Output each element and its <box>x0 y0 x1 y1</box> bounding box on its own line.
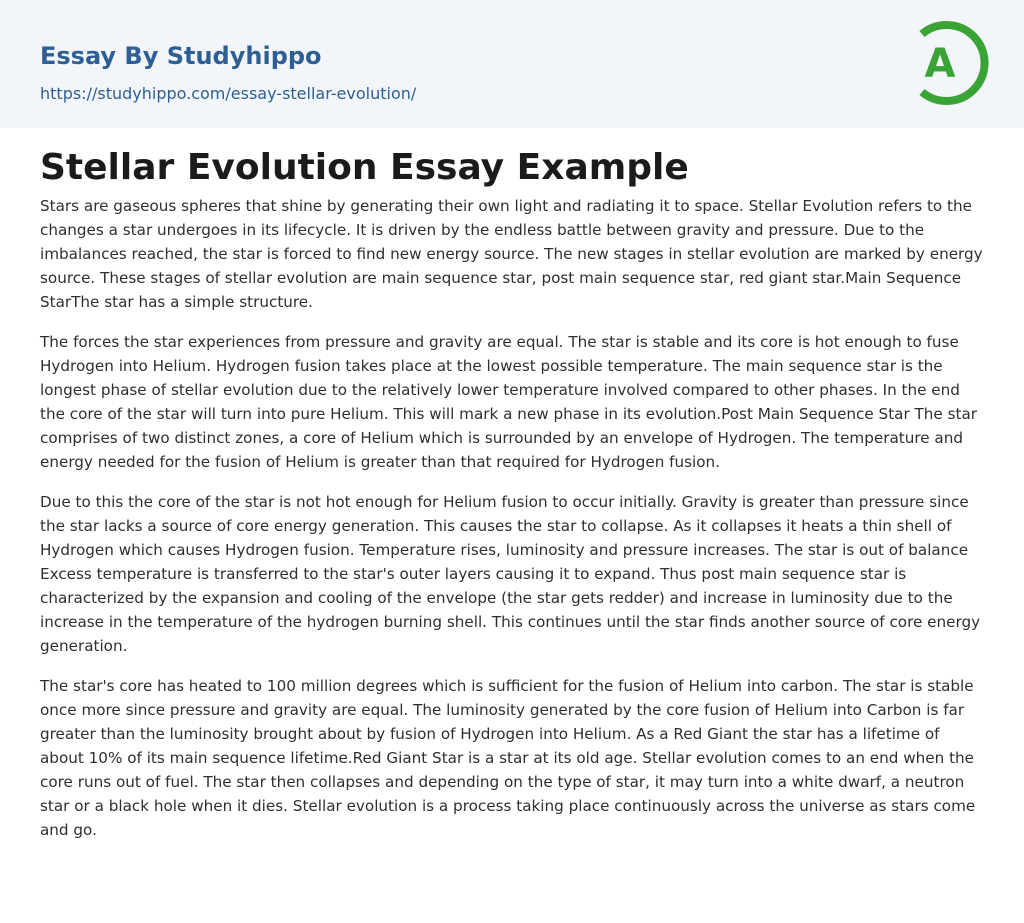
source-url-link[interactable]: https://studyhippo.com/essay-stellar-evolution/ <box>40 84 417 103</box>
site-header <box>0 0 1024 128</box>
studyhippo-logo-icon[interactable] <box>908 16 992 110</box>
essay-paragraph: The star's core has heated to 100 million degrees which is sufficient for the fusion of Helium into carbon. The star is stable once more since pressure and gravity are equal. The luminosity generated by the core fusion of Helium into Carbon is far greater than the luminosity brought about by fusion of Hydrogen into Helium. As a Red Giant the star has a lifetime of about 10% of its main sequence lifetime.Red Giant Star is a star at its old age. Stellar evolution comes to an end when the core runs out of fuel. The star then collapses and depending on the type of star, it may turn into a white dwarf, a neutron star or a black hole when it dies. Stellar evolution is a process taking place continuously across the universe as stars come and go. <box>40 677 976 839</box>
essay-body <box>40 194 984 858</box>
essay-paragraph: Stars are gaseous spheres that shine by generating their own light and radiating it to space. Stellar Evolution refers to the changes a star undergoes in its lifecycle. It is driven by the endless battle between gravity and pressure. Due to the imbalances reached, the star is forced to find new energy source. The new stages in stellar evolution are marked by energy source. These stages of stellar evolution are main sequence star, post main sequence star, red giant star.Main Sequence StarThe star has a simple structure. <box>40 197 983 311</box>
essay-paragraph: Due to this the core of the star is not hot enough for Helium fusion to occur initially. Gravity is greater than pressure since the star lacks a source of core energy generation. This causes the star to collapse. As it collapses it heats a thin shell of Hydrogen which causes Hydrogen fusion. Temperature rises, luminosity and pressure increases. The star is out of balance Excess temperature is transferred to the star's outer layers causing it to expand. Thus post main sequence star is characterized by the expansion and cooling of the envelope (the star gets redder) and increase in luminosity due to the increase in the temperature of the hydrogen burning shell. This continues until the star finds another source of core energy generation. <box>40 493 981 655</box>
page-title: Stellar Evolution Essay Example <box>40 147 689 188</box>
brand-title[interactable]: Essay By Studyhippo <box>40 42 322 70</box>
essay-paragraph: The forces the star experiences from pressure and gravity are equal. The star is stable and its core is hot enough to fuse Hydrogen into Helium. Hydrogen fusion takes place at the lowest possible temperature. The main sequence star is the longest phase of stellar evolution due to the relatively lower temperature involved compared to other phases. In the end the core of the star will turn into pure Helium. This will mark a new phase in its evolution.Post Main Sequence Star The star comprises of two distinct zones, a core of Helium which is surrounded by an envelope of Hydrogen. The temperature and energy needed for the fusion of Helium is greater than that required for Hydrogen fusion. <box>40 333 978 471</box>
logo-letter: A <box>924 41 956 87</box>
